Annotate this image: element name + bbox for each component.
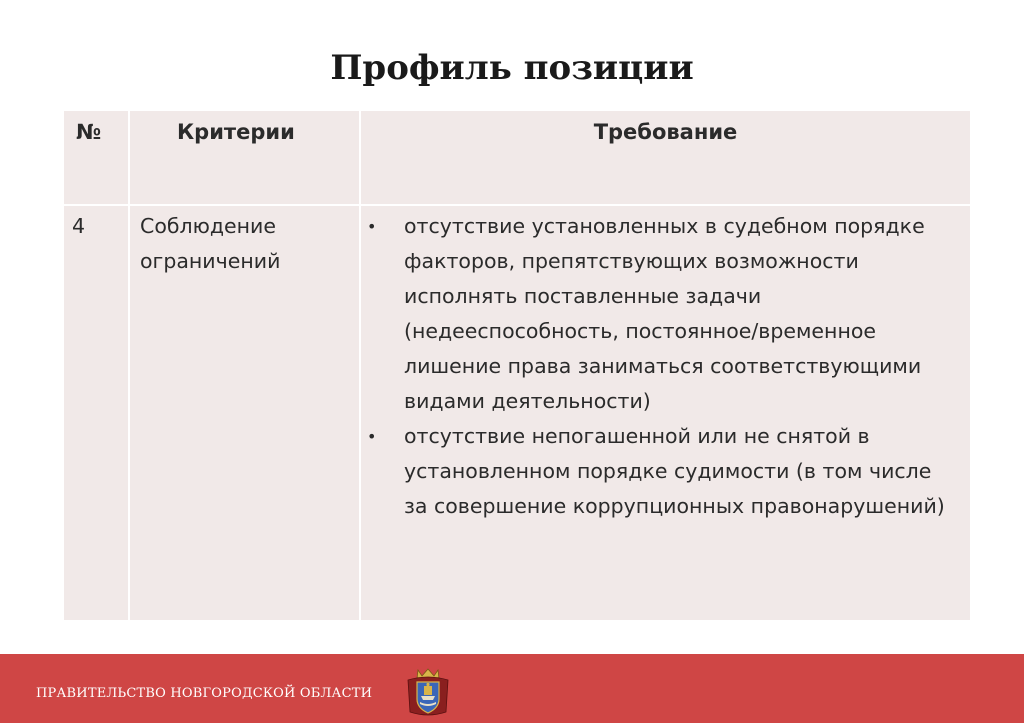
requirement-text: отсутствие непогашенной или не снятой в установленном порядке судимости (в том числе за совершение коррупционных правонарушений) <box>404 424 945 518</box>
coat-of-arms-icon <box>405 666 451 718</box>
footer-organization: ПРАВИТЕЛЬСТВО НОВГОРОДСКОЙ ОБЛАСТИ <box>36 686 373 701</box>
header-number: № <box>64 111 130 206</box>
row-number: 4 <box>64 206 130 622</box>
requirement-item <box>367 419 960 524</box>
header-criteria: Критерии <box>130 111 361 206</box>
table-row <box>64 206 970 622</box>
requirement-text: отсутствие установленных в судебном порядке факторов, препятствующих возможности исполнять поставленные задачи (недееспособность, постоянное/временное лишение права заниматься соответствующими видами деятельности) <box>404 214 925 413</box>
table-header-row <box>64 111 970 206</box>
bullet-icon: • <box>367 427 377 446</box>
row-requirements <box>361 206 970 622</box>
row-criterion: Соблюдение ограничений <box>130 206 361 622</box>
header-requirement: Требование <box>361 111 970 206</box>
requirements-list <box>361 209 970 524</box>
bullet-icon: • <box>367 217 377 236</box>
slide-title: Профиль позиции <box>330 48 694 88</box>
profile-table <box>64 111 970 622</box>
footer-bar <box>0 654 1024 723</box>
requirement-item <box>367 209 960 419</box>
